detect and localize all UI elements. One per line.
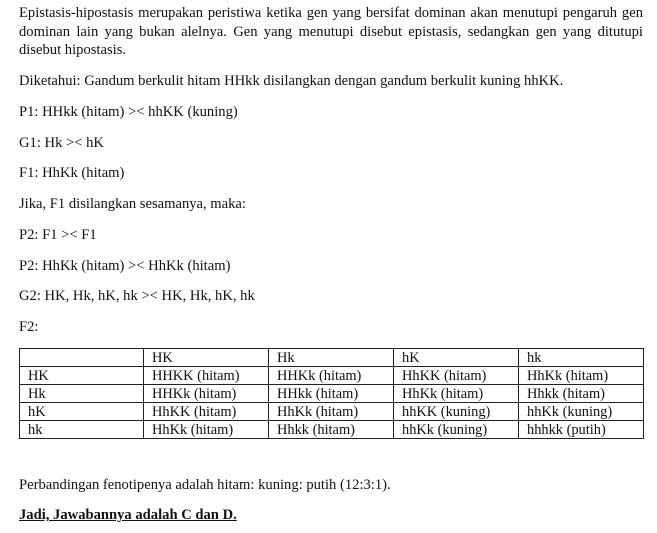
document-body <box>19 4 643 523</box>
table-row <box>20 403 644 421</box>
table-cell: hhKK (kuning) <box>394 403 519 421</box>
table-cell: HhKK (hitam) <box>144 403 269 421</box>
row-label-cell: hK <box>20 403 144 421</box>
row-label-cell: hk <box>20 421 144 439</box>
table-cell: HHKk (hitam) <box>144 385 269 403</box>
table-row <box>20 367 644 385</box>
table-header-row <box>20 349 644 367</box>
table-row <box>20 385 644 403</box>
table-cell: HhKk (hitam) <box>269 403 394 421</box>
f1-line: F1: HhKk (hitam) <box>19 165 125 181</box>
g2-line: G2: HK, Hk, hK, hk >< HK, Hk, hK, hk <box>19 288 255 304</box>
punnett-square-table <box>19 348 644 439</box>
p2-line-2: P2: HhKk (hitam) >< HhKk (hitam) <box>19 258 231 274</box>
table-cell: hhhkk (putih) <box>519 421 644 439</box>
table-cell: HhKk (hitam) <box>394 385 519 403</box>
g1-line: G1: Hk >< hK <box>19 135 104 151</box>
table-cell: HHkk (hitam) <box>269 385 394 403</box>
jika-line: Jika, F1 disilangkan sesamanya, maka: <box>19 196 246 212</box>
table-cell: Hhkk (hitam) <box>519 385 644 403</box>
p2-line-1: P2: F1 >< F1 <box>19 227 97 243</box>
header-cell <box>20 349 144 367</box>
conclusion-line: Jadi, Jawabannya adalah C dan D. <box>19 507 237 523</box>
row-label-cell: HK <box>20 367 144 385</box>
p1-line: P1: HHkk (hitam) >< hhKK (kuning) <box>19 104 238 120</box>
table-cell: HHKk (hitam) <box>269 367 394 385</box>
table-row <box>20 421 644 439</box>
intro-paragraph: Epistasis-hipostasis merupakan peristiwa ketika gen yang bersifat dominan akan menutupi pengaruh gen dominan lain yang bukan alelnya. Gen yang menutupi disebut epistasis, sedangkan gen yang ditutupi disebut hipostasis. <box>19 5 643 58</box>
table-cell: HhKK (hitam) <box>394 367 519 385</box>
f2-line: F2: <box>19 319 39 335</box>
diketahui-line: Diketahui: Gandum berkulit hitam HHkk disilangkan dengan gandum berkulit kuning hhKK. <box>19 73 564 89</box>
table-cell: HhKk (hitam) <box>144 421 269 439</box>
perbandingan-line: Perbandingan fenotipenya adalah hitam: kuning: putih (12:3:1). <box>19 477 391 493</box>
header-cell: HK <box>144 349 269 367</box>
table-cell: hhKk (kuning) <box>519 403 644 421</box>
row-label-cell: Hk <box>20 385 144 403</box>
table-cell: HhKk (hitam) <box>519 367 644 385</box>
table-cell: hhKk (kuning) <box>394 421 519 439</box>
table-cell: Hhkk (hitam) <box>269 421 394 439</box>
header-cell: hk <box>519 349 644 367</box>
table-cell: HHKK (hitam) <box>144 367 269 385</box>
header-cell: Hk <box>269 349 394 367</box>
header-cell: hK <box>394 349 519 367</box>
